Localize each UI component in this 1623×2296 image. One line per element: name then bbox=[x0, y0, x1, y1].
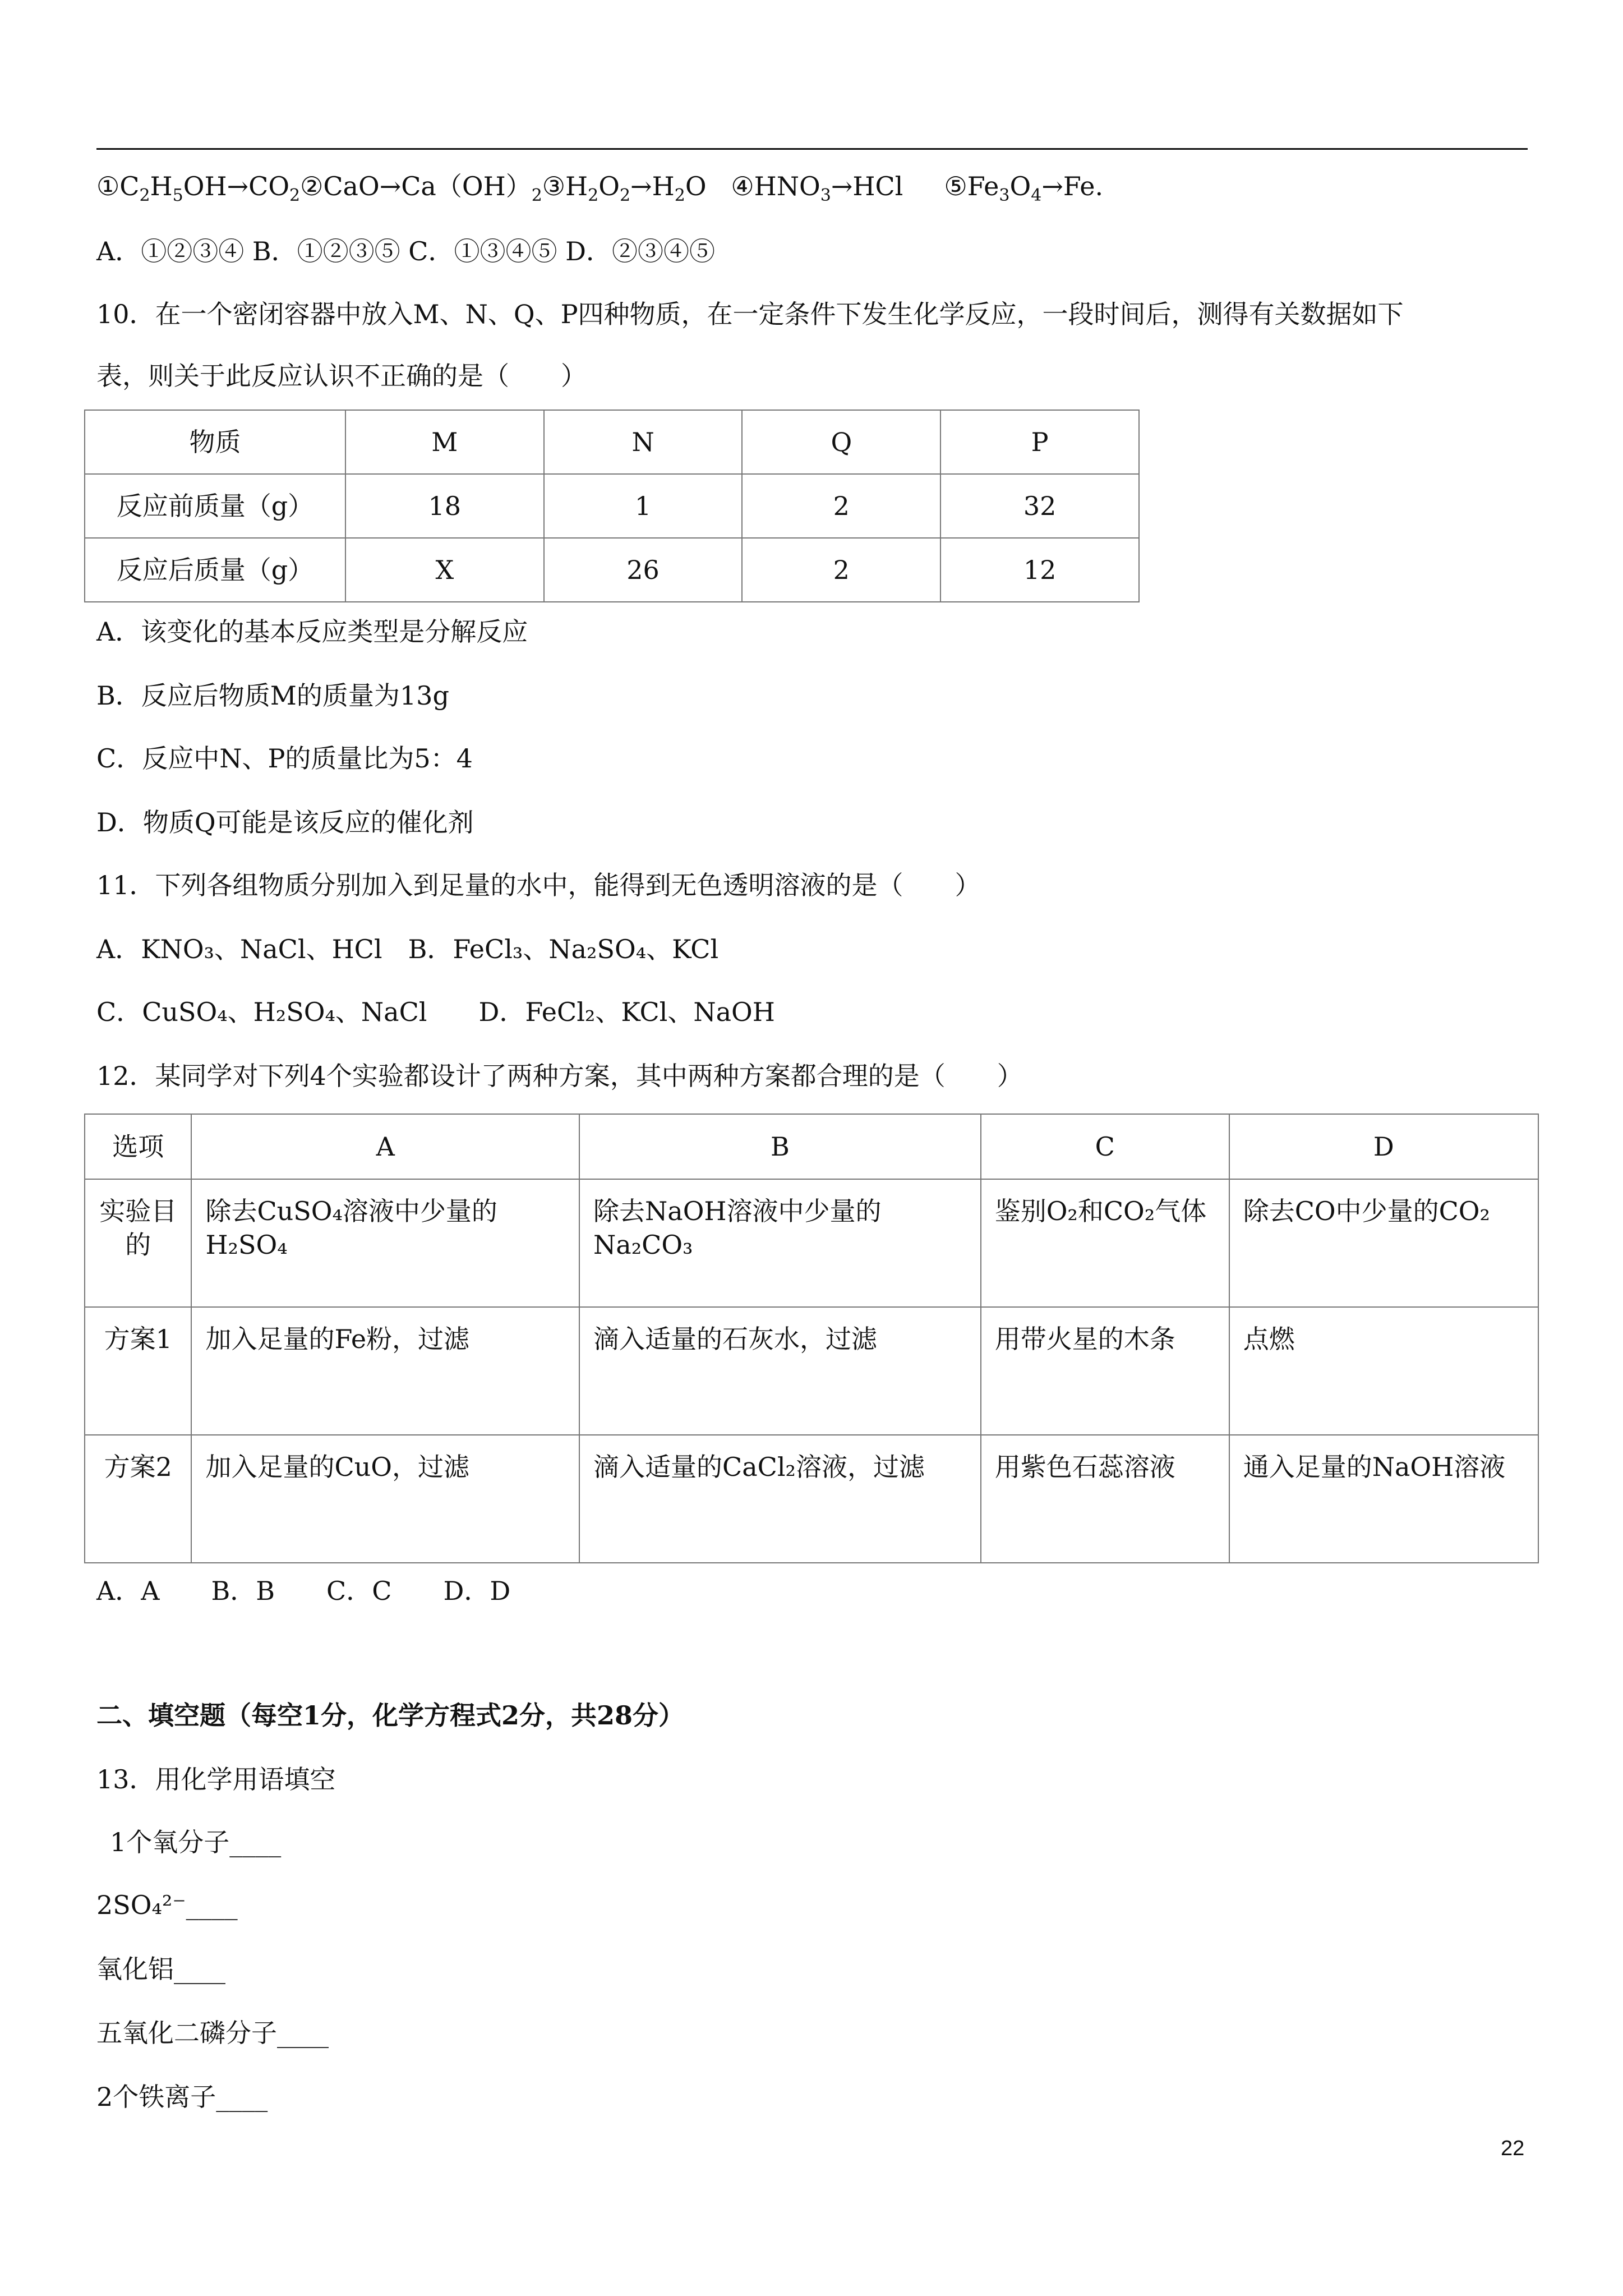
q10-option-b: B．反应后物质M的质量为13g bbox=[96, 680, 449, 711]
table-cell: 方案1 bbox=[85, 1307, 191, 1435]
table-header-cell: C bbox=[981, 1114, 1229, 1179]
table-cell: 反应前质量（g） bbox=[85, 474, 345, 538]
table-header-cell: D bbox=[1229, 1114, 1538, 1179]
table-header-row bbox=[85, 410, 1139, 474]
q10-stem-line2: 表，则关于此反应认识不正确的是（ ） bbox=[96, 361, 587, 391]
header-rule bbox=[96, 148, 1528, 150]
table-cell: 2 bbox=[742, 474, 940, 538]
section-2-title: 二、填空题（每空1分，化学方程式2分，共28分） bbox=[96, 1700, 685, 1731]
table-header-row bbox=[85, 1114, 1538, 1179]
table-row bbox=[85, 1435, 1538, 1563]
page-number: 22 bbox=[1501, 2137, 1525, 2160]
table-header-cell: B bbox=[579, 1114, 981, 1179]
table-cell: 18 bbox=[345, 474, 544, 538]
table-cell: 滴入适量的石灰水，过滤 bbox=[579, 1307, 981, 1435]
q12-stem: 12．某同学对下列4个实验都设计了两种方案，其中两种方案都合理的是（ ） bbox=[96, 1061, 1023, 1091]
table-cell: 反应后质量（g） bbox=[85, 538, 345, 602]
reaction-3: $③H_2O_2\to H_2O$ bbox=[542, 171, 707, 205]
q13-item-5: 2个铁离子____ bbox=[96, 2082, 268, 2112]
table-cell: 加入足量的Fe粉，过滤 bbox=[191, 1307, 579, 1435]
table-header-cell: M bbox=[345, 410, 544, 474]
q10-option-d: D．物质Q可能是该反应的催化剂 bbox=[96, 807, 474, 838]
table-cell: 通入足量的NaOH溶液 bbox=[1229, 1435, 1538, 1563]
table-cell: 32 bbox=[940, 474, 1139, 538]
table-header-cell: N bbox=[544, 410, 743, 474]
table-cell: 26 bbox=[544, 538, 743, 602]
table-cell: 12 bbox=[940, 538, 1139, 602]
q13-item-2: 2SO₄²⁻____ bbox=[96, 1890, 238, 1920]
q10-stem-line1: 10．在一个密闭容器中放入M、N、Q、P四种物质，在一定条件下发生化学反应，一段时间后，测得有关数据如下 bbox=[96, 299, 1404, 329]
table-cell: 除去NaOH溶液中少量的Na₂CO₃ bbox=[579, 1179, 981, 1307]
table-cell: 用带火星的木条 bbox=[981, 1307, 1229, 1435]
table-row bbox=[85, 1307, 1538, 1435]
table-cell: 点燃 bbox=[1229, 1307, 1538, 1435]
q9-options: A．①②③④ B．①②③⑤ C．①③④⑤ D．②③④⑤ bbox=[96, 236, 715, 266]
q11-stem: 11．下列各组物质分别加入到足量的水中，能得到无色透明溶液的是（ ） bbox=[96, 870, 981, 900]
table-header-cell: 选项 bbox=[85, 1114, 191, 1179]
table-cell: 加入足量的CuO，过滤 bbox=[191, 1435, 579, 1563]
q11-options-line1: A．KNO₃、NaCl、HCl B．FeCl₃、Na₂SO₄、KCl bbox=[96, 934, 719, 964]
table-header-cell: Q bbox=[742, 410, 940, 474]
q10-table bbox=[84, 409, 1140, 602]
table-header-cell: 物质 bbox=[85, 410, 345, 474]
table-row bbox=[85, 538, 1139, 602]
q13-item-1: 1个氧分子____ bbox=[110, 1827, 282, 1857]
table-row bbox=[85, 474, 1139, 538]
table-cell: 用紫色石蕊溶液 bbox=[981, 1435, 1229, 1563]
q13-item-3: 氧化铝____ bbox=[96, 1954, 225, 1984]
q10-option-c: C．反应中N、P的质量比为5：4 bbox=[96, 743, 473, 774]
table-header-cell: A bbox=[191, 1114, 579, 1179]
table-cell: 除去CO中少量的CO₂ bbox=[1229, 1179, 1538, 1307]
table-header-cell: P bbox=[940, 410, 1139, 474]
table-cell: X bbox=[345, 538, 544, 602]
reaction-5: $⑤Fe_3O_4\to Fe$. bbox=[944, 171, 1104, 205]
table-cell: 滴入适量的CaCl₂溶液，过滤 bbox=[579, 1435, 981, 1563]
reaction-4: $④HNO_3\to HCl$ bbox=[731, 171, 903, 205]
q12-options: A．A B．B C．C D．D bbox=[96, 1576, 511, 1606]
q13-item-4: 五氧化二磷分子____ bbox=[96, 2018, 329, 2048]
table-cell: 2 bbox=[742, 538, 940, 602]
table-cell: 方案2 bbox=[85, 1435, 191, 1563]
reaction-1: $①C_2H_5OH\to CO_2$ bbox=[96, 171, 301, 205]
table-cell: 1 bbox=[544, 474, 743, 538]
table-row bbox=[85, 1179, 1538, 1307]
table-cell: 除去CuSO₄溶液中少量的H₂SO₄ bbox=[191, 1179, 579, 1307]
q11-options-line2: C．CuSO₄、H₂SO₄、NaCl D．FeCl₂、KCl、NaOH bbox=[96, 997, 775, 1027]
q10-option-a: A．该变化的基本反应类型是分解反应 bbox=[96, 616, 528, 647]
q12-table bbox=[84, 1114, 1539, 1563]
q13-stem: 13．用化学用语填空 bbox=[96, 1764, 336, 1795]
table-cell: 实验目的 bbox=[85, 1179, 191, 1307]
reaction-2: $②CaO\to Ca(OH)_2$ bbox=[300, 171, 542, 205]
table-cell: 鉴别O₂和CO₂气体 bbox=[981, 1179, 1229, 1307]
q9-reactions-line bbox=[96, 169, 1103, 203]
